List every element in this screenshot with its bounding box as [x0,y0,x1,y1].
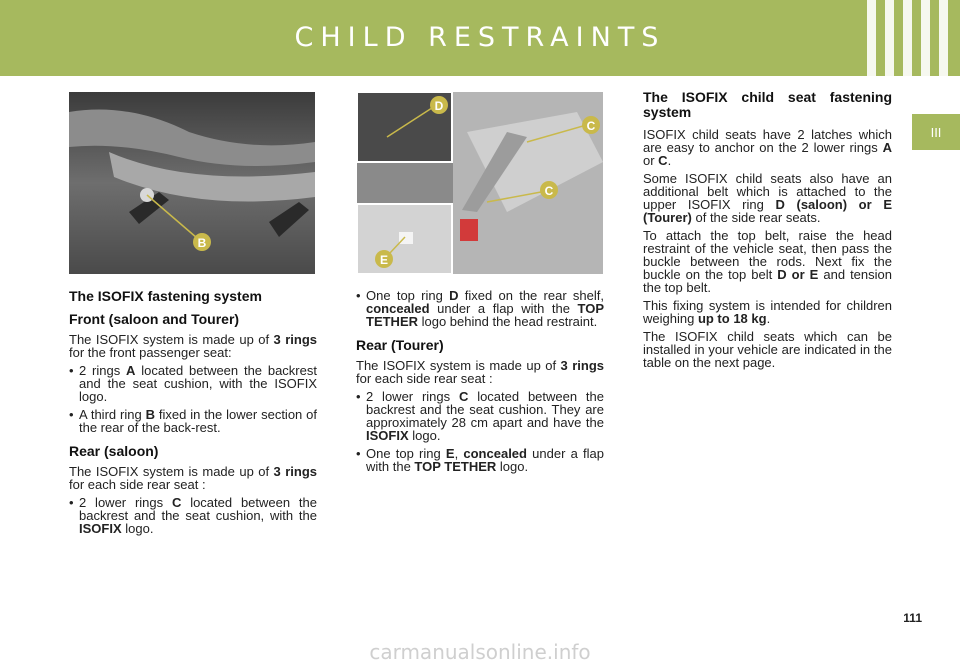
photo-rear-seat [357,92,603,274]
middle-list-1 [356,289,604,328]
right-column [643,90,892,374]
rear-saloon-intro: The ISOFIX system is made up of 3 rings for each side rear seat : [69,464,318,492]
label-e: E [379,253,389,267]
rear-saloon-list [69,496,317,535]
right-para-1: ISOFIX child seats have 2 latches which are easy to anchor on the 2 lower rings A or C. [643,127,892,168]
left-column [69,289,317,541]
photo-front-seat [69,92,315,274]
watermark-footer: carmanualsonline.info [369,640,591,664]
right-para-5: The ISOFIX child seats which can be installed in your vehicle are indicated in the table on the next page. [643,329,892,370]
front-intro: The ISOFIX system is made up of 3 rings for the front passenger seat: [69,332,318,360]
middle-list-2 [356,390,604,473]
rear-tourer-intro: The ISOFIX system is made up of 3 rings for each side rear seat : [356,358,605,386]
middle-column [356,289,604,479]
list-item: • One top ring E, concealed under a flap with the TOP TETHER logo. [356,447,604,473]
rear-tourer-heading: Rear (Tourer) [356,337,444,353]
right-para-4: This fixing system is intended for children weighing up to 18 kg. [643,298,892,326]
list-item: • 2 rings A located between the backrest and the seat cushion, with the ISOFIX logo. [69,364,317,403]
front-heading: Front (saloon and Tourer) [69,311,240,327]
label-b: B [197,236,207,250]
front-list [69,364,317,434]
list-item: • A third ring B fixed in the lower section of the rear of the back-rest. [69,408,317,434]
header-stripes [867,0,948,76]
label-c1: C [586,119,596,133]
label-d: D [434,99,444,113]
rear-saloon-heading: Rear (saloon) [69,443,159,459]
right-heading: The ISOFIX child seat fastening system [643,89,892,120]
header-bar [0,0,960,76]
list-item: • 2 lower rings C located between the backrest and the seat cushion. They are approximately 28 cm apart and have the ISOFIX logo. [356,390,604,442]
list-item: • One top ring D fixed on the rear shelf, concealed under a flap with the TOP TETHER logo behind the head restraint. [356,289,604,328]
page-number: 111 [903,611,922,625]
list-item: • 2 lower rings C located between the backrest and the seat cushion, with the ISOFIX logo. [69,496,317,535]
label-c2: C [544,184,554,198]
section-heading: The ISOFIX fastening system [69,288,262,304]
chapter-tab: III [912,114,960,150]
right-para-2: Some ISOFIX child seats also have an additional belt which is attached to the upper ISOFIX ring D (saloon) or E (Tourer) of the side rear seats. [643,171,892,225]
page-title: CHILD RESTRAINTS [294,22,666,53]
right-para-3: To attach the top belt, raise the head restraint of the vehicle seat, then pass the buckle between the rods. Next fix the buckle on the top belt D or E and tension the top belt. [643,228,892,295]
